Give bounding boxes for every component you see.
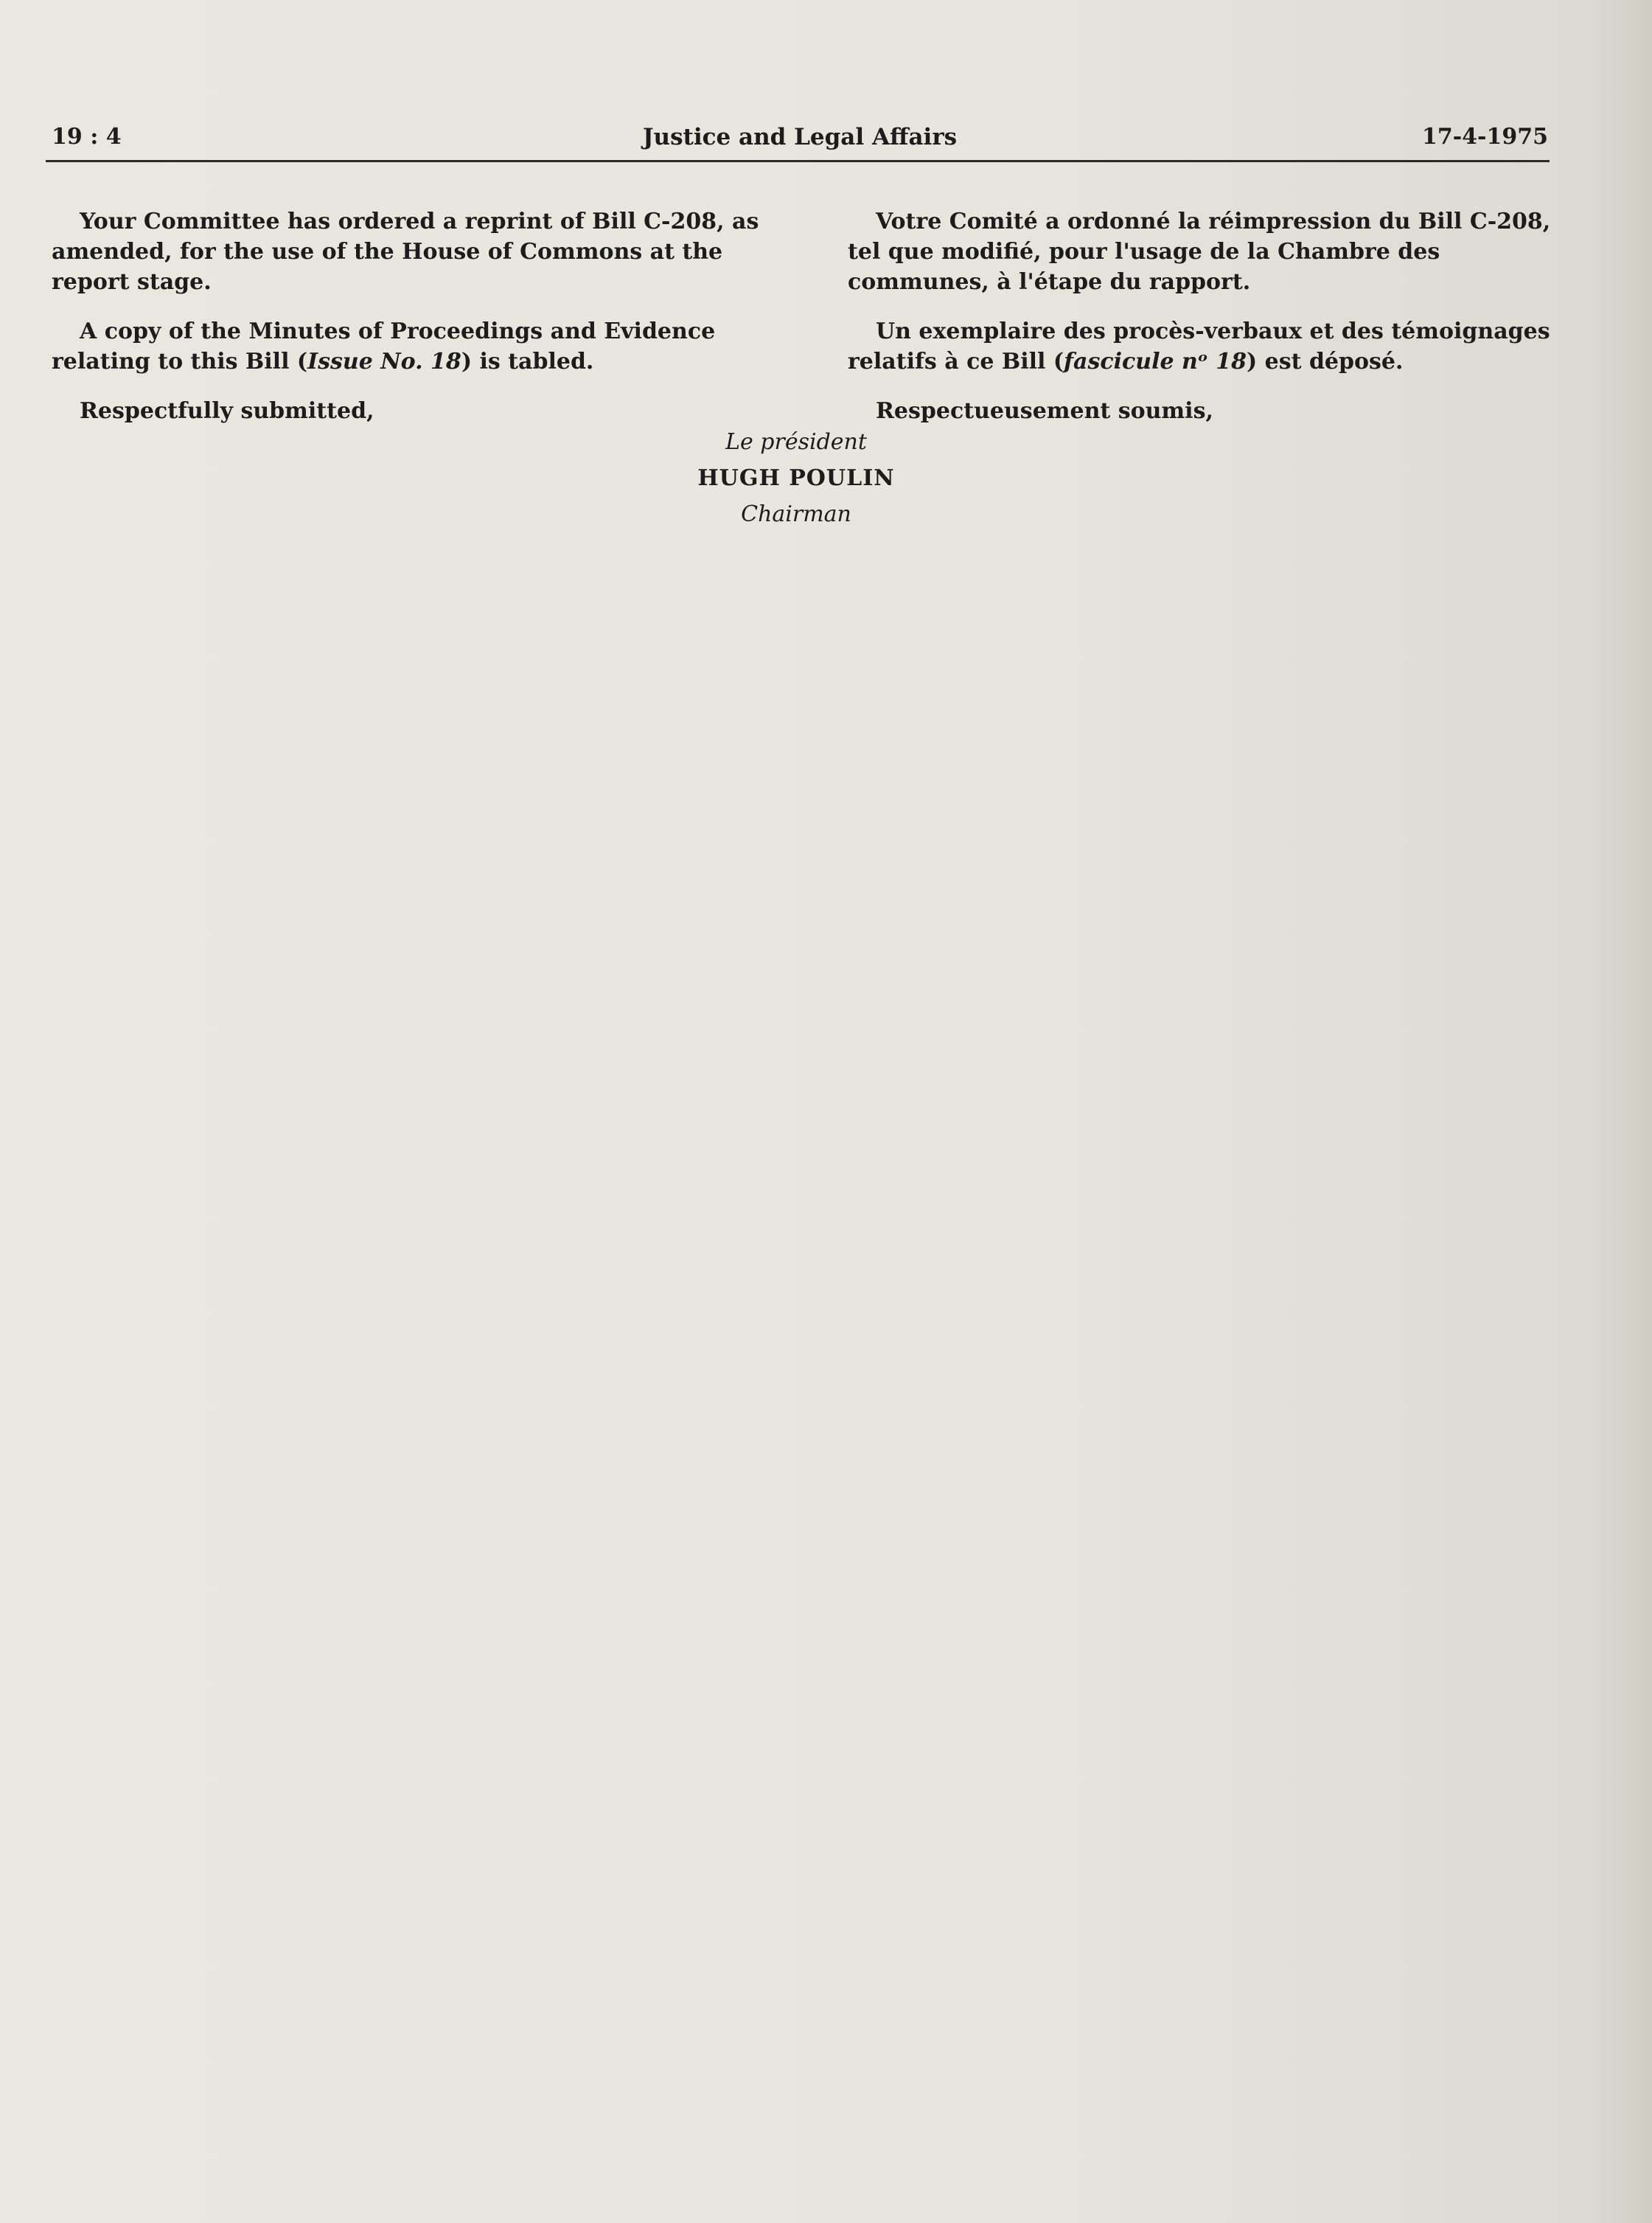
english-column: [52, 206, 770, 445]
header-date: 17-4-1975: [1421, 124, 1548, 150]
english-paragraph-reprint: Your Committee has ordered a reprint of Bill C-208, as amended, for the use of the House of Commons at the report stage.: [52, 209, 759, 295]
header-rule: [46, 160, 1550, 162]
english-closing: Respectfully submitted,: [80, 398, 374, 424]
french-paragraph-reprint: Votre Comité a ordonné la réimpression du Bill C-208, tel que modifié, pour l'usage de la Chambre des communes, à l'étape du rapport.: [848, 209, 1551, 295]
running-title: Justice and Legal Affairs: [642, 124, 958, 150]
signature-role-english: Chairman: [741, 501, 851, 527]
page-header: [52, 124, 1548, 161]
signature-name: HUGH POULIN: [697, 465, 895, 491]
french-issue-reference: fascicule nᵒ 18: [1064, 349, 1247, 375]
signature-block: [516, 424, 1076, 532]
signature-role-french: Le président: [725, 429, 867, 455]
french-paragraph-minutes: Un exemplaire des procès-verbaux et des témoignages relatifs à ce Bill (fascicule nᵒ 18) est déposé.: [848, 319, 1550, 375]
page-number: 19 : 4: [52, 124, 122, 150]
english-paragraph-minutes: A copy of the Minutes of Proceedings and Evidence relating to this Bill (Issue No. 18) is tabled.: [52, 319, 716, 375]
french-column: [848, 206, 1574, 445]
french-closing: Respectueusement soumis,: [876, 398, 1213, 424]
english-issue-reference: Issue No. 18: [307, 349, 461, 375]
